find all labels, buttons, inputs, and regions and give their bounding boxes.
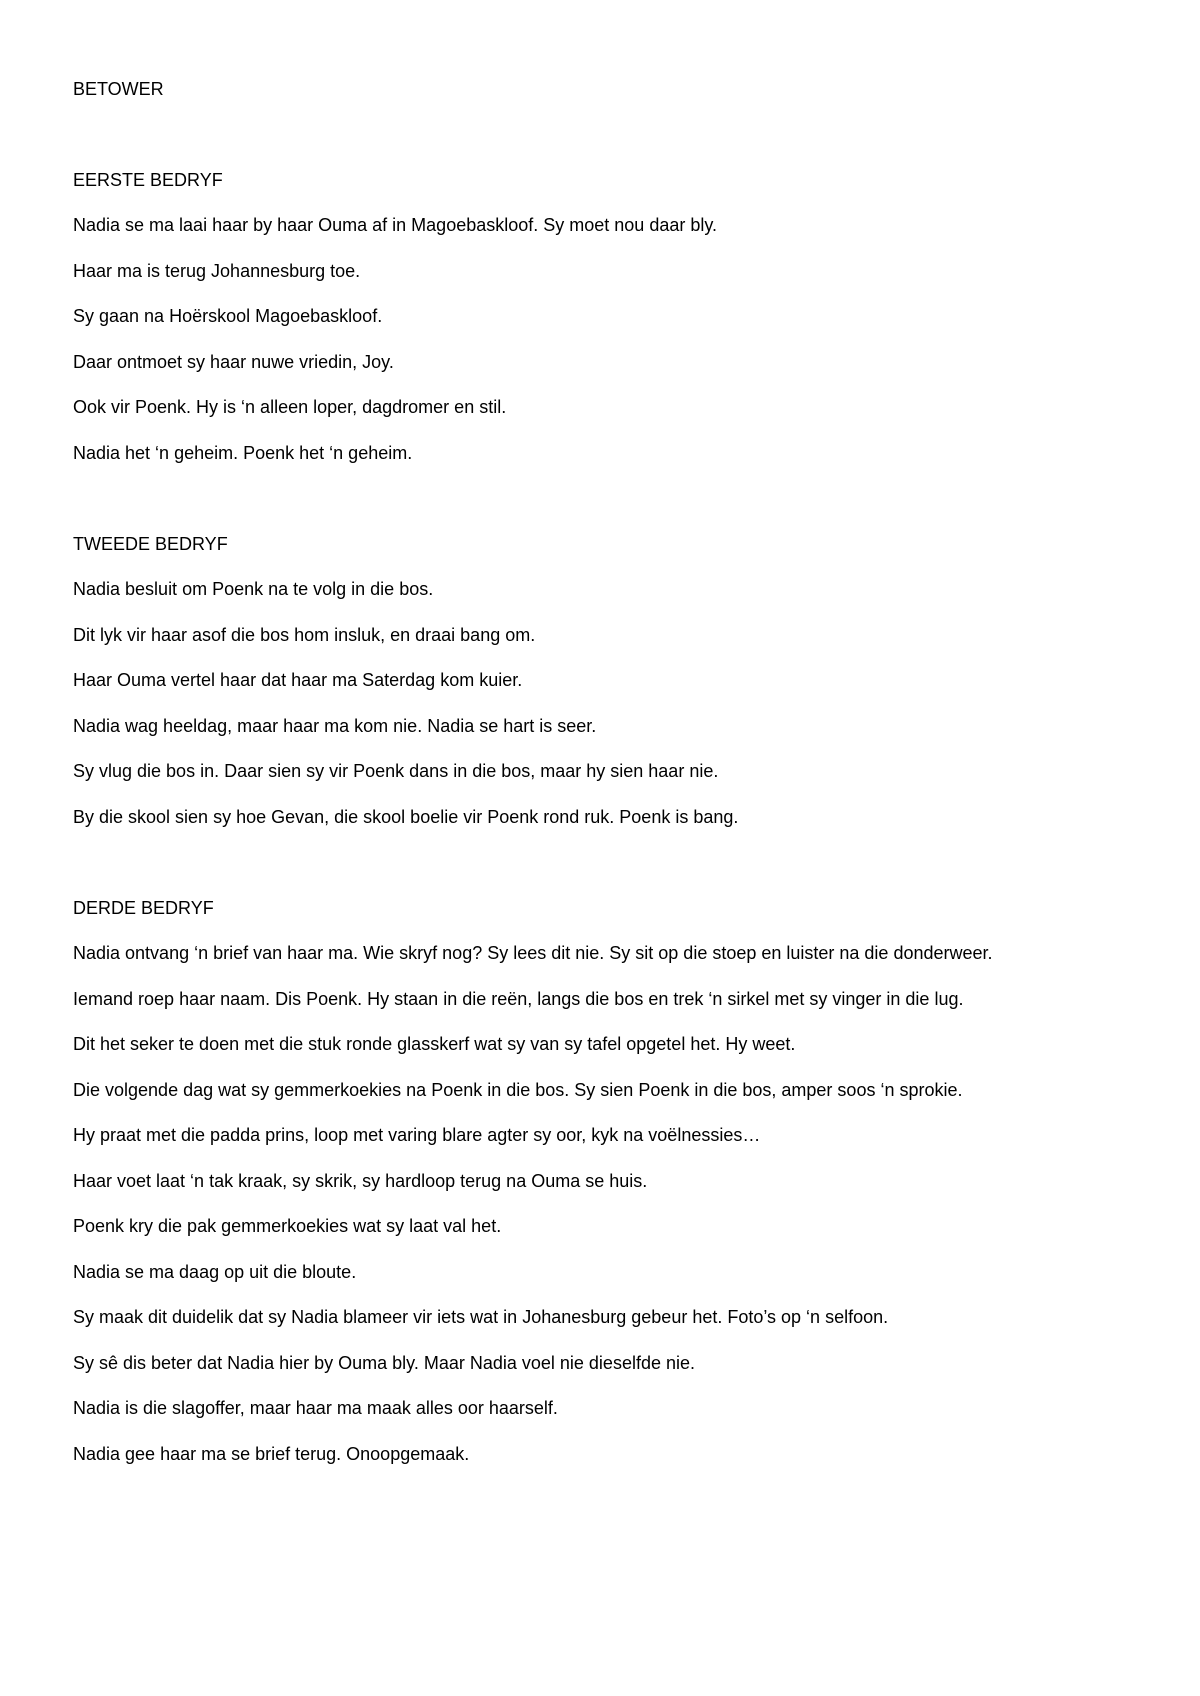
- paragraph: [73, 1033, 1173, 1055]
- paragraph-text: Ook vir Poenk. Hy is ‘n alleen loper, dagdromer en stil.: [73, 397, 507, 417]
- section-heading: EERSTE BEDRYF: [73, 170, 223, 190]
- paragraph-text: Daar ontmoet sy haar nuwe vriedin, Joy.: [73, 352, 394, 372]
- paragraph-text: Nadia besluit om Poenk na te volg in die bos.: [73, 579, 434, 599]
- paragraph: [73, 1215, 1173, 1237]
- paragraph: [73, 351, 1173, 373]
- section-tweede-bedryf: [73, 533, 1173, 555]
- paragraph: [73, 1261, 1173, 1283]
- paragraph-text: Nadia het ‘n geheim. Poenk het ‘n geheim.: [73, 443, 413, 463]
- paragraph-text: Nadia wag heeldag, maar haar ma kom nie. Nadia se hart is seer.: [73, 716, 597, 736]
- paragraph: [73, 1443, 1173, 1465]
- document-title: BETOWER: [73, 79, 164, 99]
- paragraph: [73, 1397, 1173, 1419]
- paragraph-text: Sy vlug die bos in. Daar sien sy vir Poenk dans in die bos, maar hy sien haar nie.: [73, 761, 719, 781]
- paragraph-text: Die volgende dag wat sy gemmerkoekies na Poenk in die bos. Sy sien Poenk in die bos, amper soos ‘n sprokie.: [73, 1080, 963, 1100]
- paragraph: [73, 214, 1173, 236]
- document-title-block: [73, 78, 1173, 100]
- paragraph: [73, 760, 1173, 782]
- paragraph-text: Haar voet laat ‘n tak kraak, sy skrik, sy hardloop terug na Ouma se huis.: [73, 1171, 648, 1191]
- paragraph: [73, 1306, 1173, 1328]
- paragraph: [73, 942, 1173, 964]
- paragraph: [73, 578, 1173, 600]
- paragraph-text: Sy sê dis beter dat Nadia hier by Ouma bly. Maar Nadia voel nie dieselfde nie.: [73, 1353, 695, 1373]
- paragraph: [73, 1352, 1173, 1374]
- section-heading: DERDE BEDRYF: [73, 898, 214, 918]
- paragraph: [73, 988, 1173, 1010]
- paragraph-text: Sy gaan na Hoërskool Magoebaskloof.: [73, 306, 383, 326]
- paragraph-text: Iemand roep haar naam. Dis Poenk. Hy staan in die reën, langs die bos en trek ‘n sirkel met sy vinger in die lug.: [73, 989, 964, 1009]
- paragraph-text: By die skool sien sy hoe Gevan, die skool boelie vir Poenk rond ruk. Poenk is bang.: [73, 807, 739, 827]
- paragraph: [73, 305, 1173, 327]
- section-heading: TWEEDE BEDRYF: [73, 534, 228, 554]
- section-eerste-bedryf: [73, 169, 1173, 191]
- paragraph: [73, 624, 1173, 646]
- paragraph-text: Hy praat met die padda prins, loop met varing blare agter sy oor, kyk na voëlnessies…: [73, 1125, 761, 1145]
- paragraph-text: Dit lyk vir haar asof die bos hom insluk, en draai bang om.: [73, 625, 536, 645]
- paragraph: [73, 669, 1173, 691]
- paragraph: [73, 396, 1173, 418]
- paragraph-text: Nadia se ma laai haar by haar Ouma af in Magoebaskloof. Sy moet nou daar bly.: [73, 215, 718, 235]
- paragraph: [73, 1124, 1173, 1146]
- paragraph-text: Dit het seker te doen met die stuk ronde glasskerf wat sy van sy tafel opgetel het. Hy weet.: [73, 1034, 796, 1054]
- paragraph: [73, 260, 1173, 282]
- paragraph: [73, 715, 1173, 737]
- paragraph-text: Nadia se ma daag op uit die bloute.: [73, 1262, 357, 1282]
- paragraph-text: Nadia gee haar ma se brief terug. Onoopgemaak.: [73, 1444, 470, 1464]
- paragraph-text: Nadia is die slagoffer, maar haar ma maak alles oor haarself.: [73, 1398, 558, 1418]
- paragraph: [73, 806, 1173, 828]
- paragraph: [73, 1079, 1173, 1101]
- paragraph: [73, 442, 1173, 464]
- paragraph-text: Haar Ouma vertel haar dat haar ma Saterdag kom kuier.: [73, 670, 523, 690]
- section-derde-bedryf: [73, 897, 1173, 919]
- paragraph: [73, 1170, 1173, 1192]
- paragraph-text: Nadia ontvang ‘n brief van haar ma. Wie skryf nog? Sy lees dit nie. Sy sit op die stoep en luister na die donderweer.: [73, 943, 993, 963]
- paragraph-text: Sy maak dit duidelik dat sy Nadia blameer vir iets wat in Johanesburg gebeur het. Foto’s op ‘n selfoon.: [73, 1307, 889, 1327]
- paragraph-text: Haar ma is terug Johannesburg toe.: [73, 261, 361, 281]
- paragraph-text: Poenk kry die pak gemmerkoekies wat sy laat val het.: [73, 1216, 502, 1236]
